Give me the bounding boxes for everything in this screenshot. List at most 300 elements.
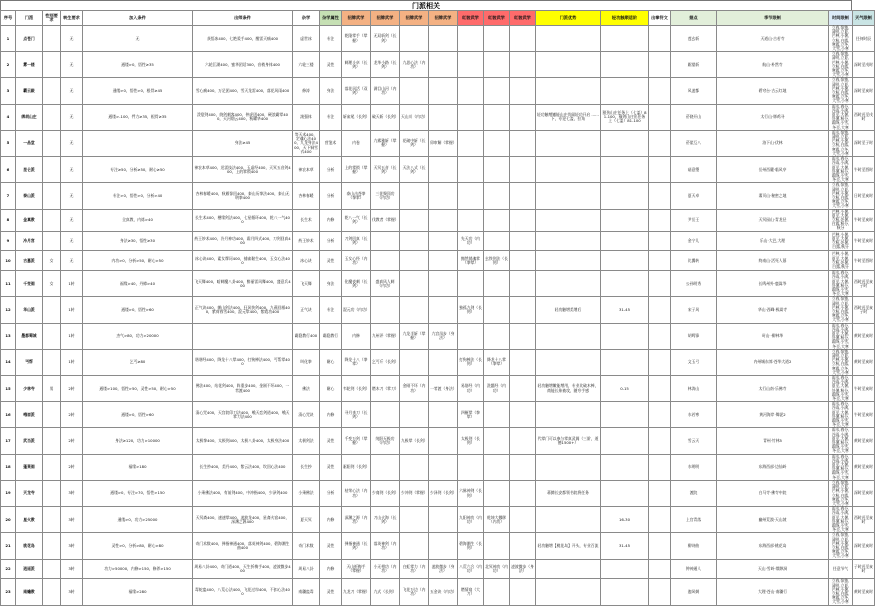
table-cell: 峨眉派	[16, 402, 43, 428]
table-cell: 北冥神功（内功）	[484, 559, 510, 579]
table-cell: 3转	[61, 579, 83, 605]
table-cell: 午时至亥时	[853, 231, 875, 251]
table-cell	[429, 183, 458, 209]
table-cell	[536, 209, 601, 231]
table-cell: 身法	[320, 78, 342, 104]
table-cell	[510, 480, 536, 506]
table-cell: 修涛	[293, 78, 320, 104]
table-cell: 金刚不坏（内功）	[400, 376, 429, 402]
table-cell: 轻功触增嫩能增用，专业比破木棒，商能长象被攻，随夸手感	[536, 376, 601, 402]
table-cell: 武当派	[16, 428, 43, 454]
table-cell: 立春,惊蛰,清明,立夏,芒种,小暑,立秋,白露,寒露,立冬,大雪,小寒	[829, 480, 853, 506]
table-cell	[601, 428, 649, 454]
table-cell	[536, 349, 601, 375]
table-cell: 1	[1, 26, 16, 52]
table-cell: 午时至酉时	[853, 251, 875, 271]
table-cell	[43, 454, 61, 480]
table-cell: 灵性	[320, 533, 342, 559]
table-cell	[43, 402, 61, 428]
table-row	[1, 157, 875, 183]
table-cell: 1转	[61, 323, 83, 349]
table-cell: 六轮三楼	[293, 52, 320, 78]
table-cell	[510, 349, 536, 375]
table-cell: 16-30	[601, 507, 649, 533]
table-cell: 九宫凤步（身法）	[429, 323, 458, 349]
table-cell: 飞天舞400，暗刺魔八卦400，醉丽雷风舞400，盛意兵400	[193, 271, 293, 297]
table-cell: 无	[61, 130, 83, 156]
table-cell: 蒋腾长安都领书院将任务	[536, 480, 601, 506]
table-cell: 长生术400，栖缘剑法400，七星循环400，乾八一气400	[193, 209, 293, 231]
table-cell: 通缕>100，悟性>50，灵性>50，耐心>50	[83, 376, 193, 402]
table-cell: 无	[61, 157, 83, 183]
table-cell: 林涛山	[671, 376, 717, 402]
table-cell: 无	[61, 231, 83, 251]
table-cell: 四断掌（拳掌）	[458, 402, 484, 428]
table-cell: 太极剑（长剑）	[458, 428, 484, 454]
table-cell: 渡院	[671, 480, 717, 506]
sect-table	[0, 10, 875, 606]
table-cell: 内州城东郊·苍华大道2	[717, 349, 829, 375]
table-cell: 2	[1, 52, 16, 78]
column-header: 招牌武学	[400, 11, 429, 26]
column-header: 招牌武学	[429, 11, 458, 26]
table-cell: 神农本草400，迅雷技法400，玉虚经400，天冥五音剑400，上的掌锁400	[193, 157, 293, 183]
sheet-title: 门派相关	[0, 0, 852, 10]
table-cell: 毒蛇蛊400，八荒心法400，飞花过帘400，不扣心法400	[193, 579, 293, 605]
table-cell: 化魔夜刺（长剑）	[342, 271, 371, 297]
table-cell: 雪云天	[671, 428, 717, 454]
table-cell: 专注>0，悟性>0，分析>40	[83, 183, 193, 209]
table-row	[1, 428, 875, 454]
table-cell: 奇门术数	[293, 533, 320, 559]
table-row	[1, 52, 875, 78]
table-row	[1, 376, 875, 402]
table-cell: 内修	[320, 559, 342, 579]
table-cell: 9	[1, 231, 16, 251]
table-cell	[649, 559, 671, 579]
table-cell: 内修	[320, 402, 342, 428]
table-cell	[536, 251, 601, 271]
column-header: 转生要求	[61, 11, 83, 26]
table-cell: 灵性	[320, 579, 342, 605]
table-cell: 宋子风	[671, 297, 717, 323]
table-row	[1, 579, 875, 605]
table-cell: 周易八卦400，奇门道400，天生折梅手400，凌波微步400	[193, 559, 293, 579]
table-cell: 乞丐斤（长剑）	[371, 349, 400, 375]
table-row	[1, 183, 875, 209]
table-cell	[400, 507, 429, 533]
table-cell	[429, 428, 458, 454]
table-cell	[601, 183, 649, 209]
table-cell	[458, 130, 484, 156]
table-cell: 分析	[320, 183, 342, 209]
table-cell: 航山·朴然寺	[717, 52, 829, 78]
table-cell: 通缕>0，专注>70，悟性>150	[83, 480, 193, 506]
table-cell	[400, 533, 429, 559]
table-cell	[458, 454, 484, 480]
table-cell: 飞花万边（内功）	[400, 579, 429, 605]
table-cell: 雨水,春分,谷雨,小满,夏至,大暑,处暑,秋分,霜降,小雪,冬至,大寒	[829, 104, 853, 130]
table-cell	[400, 231, 429, 251]
table-cell: 日时至亥时	[853, 183, 875, 209]
table-cell: 等天术400，定魂心法400，九龙身法400，天下铜雪衣400	[293, 130, 320, 156]
table-cell	[371, 402, 400, 428]
table-cell	[371, 297, 400, 323]
table-cell	[510, 209, 536, 231]
table-cell	[484, 231, 510, 251]
table-cell: 佛法	[293, 376, 320, 402]
table-cell: 太极拳400，太极剑400，太极八卦400，太极身法400	[193, 428, 293, 454]
table-cell: 奇门术数400，弹指神通400，落英神剑400，碧海潮生曲400	[193, 533, 293, 559]
table-cell	[484, 271, 510, 297]
table-cell	[484, 480, 510, 506]
table-cell	[400, 251, 429, 271]
table-cell	[43, 130, 61, 156]
table-cell: 通缕>0，悟性>60	[83, 402, 193, 428]
table-cell: 专注	[320, 297, 342, 323]
table-cell: 九龙半斩（掌握）	[400, 323, 429, 349]
table-cell: 内修	[320, 507, 342, 533]
table-cell: 伐教者（掌握）	[371, 209, 400, 231]
table-cell: 夏天冥	[293, 507, 320, 533]
table-cell: 23	[1, 579, 16, 605]
table-cell	[510, 104, 536, 130]
table-cell: 3转	[61, 507, 83, 533]
table-cell: 2转	[61, 402, 83, 428]
table-cell: 天冥五音（长剑）	[371, 157, 400, 183]
table-cell: 落英神剑（内功）	[371, 533, 400, 559]
table-cell: 无	[83, 26, 193, 52]
table-cell: 太极剑法	[293, 428, 320, 454]
table-cell: 长生抄400，美丹400，紫云法400，坎回心法400	[193, 454, 293, 480]
table-cell: 菸崖互八	[671, 130, 717, 156]
table-cell: 尹岳王	[671, 209, 717, 231]
table-cell	[484, 78, 510, 104]
table-row	[1, 323, 875, 349]
table-cell: 驱阳剑（长剑）	[342, 454, 371, 480]
table-cell	[429, 297, 458, 323]
column-header: 出师条件	[193, 11, 293, 26]
table-cell	[484, 402, 510, 428]
table-cell	[649, 349, 671, 375]
table-cell	[43, 231, 61, 251]
table-cell	[601, 579, 649, 605]
table-row	[1, 78, 875, 104]
table-cell: 八荒六合（内功）	[458, 559, 484, 579]
table-cell: 叫化拳	[293, 349, 320, 375]
table-cell	[536, 231, 601, 251]
table-cell: 深时至戌时	[853, 52, 875, 78]
table-cell	[649, 78, 671, 104]
table-row	[1, 130, 875, 156]
table-cell: 午时至亥时	[853, 376, 875, 402]
table-cell: 逍遥派	[16, 559, 43, 579]
table-cell: 3转	[61, 480, 83, 506]
table-cell: 混元功（内功）	[342, 297, 371, 323]
table-cell: 16	[1, 402, 16, 428]
table-cell: 易筋经（内功）	[458, 376, 484, 402]
table-cell: 身法≥120，功力>10000	[83, 428, 193, 454]
table-cell: 午时至亥时	[853, 402, 875, 428]
table-cell	[510, 376, 536, 402]
table-cell	[43, 480, 61, 506]
table-cell: 滚强体	[293, 104, 320, 130]
table-cell: 花破中斩（长剑）	[400, 130, 429, 156]
table-cell	[458, 78, 484, 104]
table-cell	[536, 26, 601, 52]
table-cell: 黄时至亥时	[853, 579, 875, 605]
table-cell	[536, 507, 601, 533]
table-cell: 女	[43, 251, 61, 271]
table-cell: 身法≥45	[193, 130, 293, 156]
table-cell: 公孙明秀	[671, 271, 717, 297]
table-cell: 任何时辰	[853, 26, 875, 52]
table-cell	[536, 78, 601, 104]
table-cell	[43, 507, 61, 533]
table-cell: 打狗棒法（长剑）	[458, 349, 484, 375]
table-cell: 燃情扇（大刀）	[458, 579, 484, 605]
table-cell: 1转	[61, 349, 83, 375]
table-cell	[429, 209, 458, 231]
table-cell: 冰心诀400，素女摩诃400，捕雀黏生400，玉女心法400	[193, 251, 293, 271]
table-cell: 杰气>80，功力>20000	[83, 323, 193, 349]
table-cell: 31-45	[601, 297, 649, 323]
table-cell	[484, 454, 510, 480]
table-cell	[510, 78, 536, 104]
table-cell	[458, 26, 484, 52]
table-cell: 迦风刺	[671, 579, 717, 605]
table-cell	[484, 130, 510, 156]
table-cell: 纯阳无极功（内功）	[371, 428, 400, 454]
table-cell: 斩雀尾（长剑）	[342, 104, 371, 130]
table-cell: 黄时至亥时	[853, 454, 875, 480]
table-cell: 天山折梅手（掌握）	[342, 559, 371, 579]
table-cell	[429, 78, 458, 104]
table-cell: 玄铁剑法（长剑）	[484, 251, 510, 271]
table-cell	[400, 297, 429, 323]
table-cell: 子时迟至亥时	[853, 559, 875, 579]
table-cell: 分析	[320, 231, 342, 251]
table-cell: 雨水,春分,谷雨,小满,夏至,大暑,处暑,秋分,霜降,小雪,冬至,大寒	[829, 157, 853, 183]
table-cell	[43, 78, 61, 104]
table-cell: 耐心	[320, 349, 342, 375]
table-cell: 4	[1, 104, 16, 130]
table-row	[1, 231, 875, 251]
table-cell	[601, 323, 649, 349]
table-cell: 太行山·绑鸡寻	[717, 104, 829, 130]
column-header: 季节限制	[717, 11, 829, 26]
table-cell	[193, 323, 293, 349]
table-cell: 大理·苍山·南疆行	[717, 579, 829, 605]
table-cell: 立春,惊蛰,清明,立夏,芒种,小暑,立秋,白露,寒露,立冬,大雪,小寒	[829, 579, 853, 605]
table-cell	[536, 454, 601, 480]
table-cell: 少林寺	[16, 376, 43, 402]
table-cell	[400, 183, 429, 209]
table-cell: 黄时至亥时	[853, 323, 875, 349]
table-cell	[400, 454, 429, 480]
table-cell: 弹指神通（长剑）	[342, 533, 371, 559]
table-cell: 代掌门可以参与掌真武阁（三阶，道德1500+）	[536, 428, 601, 454]
table-cell	[43, 104, 61, 130]
table-cell	[510, 231, 536, 251]
table-cell: 雨水,春分,谷雨,小满,夏至,大暑,处暑,秋分,霜降,小雪,冬至,大寒	[829, 376, 853, 402]
table-cell	[649, 209, 671, 231]
table-cell: 专注≥50，分析≥50，耐心≥50	[83, 157, 193, 183]
table-cell	[649, 579, 671, 605]
table-cell: 降龙十八（拳掌）	[342, 349, 371, 375]
table-cell	[649, 231, 671, 251]
table-cell: 雪心痛400，万足团400，雪天龙雷400，落花风雨400	[193, 78, 293, 104]
column-header: 红装武学	[458, 11, 484, 26]
table-cell: 泼裂剑400，绕剑刺客400，仲虎团400，硬浪霸掌400，天河烟云400，秋曜华400	[193, 104, 293, 130]
table-cell: 长生术	[293, 209, 320, 231]
table-cell	[429, 349, 458, 375]
table-cell	[649, 271, 671, 297]
table-cell: 周易八卦	[293, 559, 320, 579]
table-cell: 五金诀（内功）	[429, 579, 458, 605]
table-cell: 金真教	[16, 209, 43, 231]
column-header: 招牌武学	[371, 11, 400, 26]
table-cell: 一品堂	[16, 130, 43, 156]
table-cell: 3转	[61, 533, 83, 559]
table-cell: 立春,惊蛰,清明,立夏,芒种,小暑,立秋,白露,寒露,立冬,大雪,小寒	[829, 297, 853, 323]
table-cell: 绑胡山庄	[16, 104, 43, 130]
table-cell: 天法八式（长剑）	[400, 157, 429, 183]
table-row	[1, 297, 875, 323]
table-cell: 通缕>0，功力>25000	[83, 507, 193, 533]
table-cell: 上官青落	[671, 507, 717, 533]
table-cell: 墨都蜀城	[16, 323, 43, 349]
table-cell: 灵性	[320, 454, 342, 480]
column-header: 门派	[16, 11, 43, 26]
table-cell: 莲玄斩	[671, 26, 717, 52]
table-cell: 白虹掌力（内功）	[400, 559, 429, 579]
table-cell	[484, 157, 510, 183]
table-cell: 丐帮	[16, 349, 43, 375]
table-cell: 少冲剑（掌握）	[400, 480, 429, 506]
table-cell: 芒种,小暑,夏至,大暑,立秋,处暑,白露,秋分,秋分	[829, 209, 853, 231]
table-cell: 天龙寺	[16, 480, 43, 506]
table-cell	[536, 271, 601, 297]
table-cell	[510, 579, 536, 605]
table-cell: 谐谐经400，降龙十八掌400，打狗棒法400，丐帮掌400	[193, 349, 293, 375]
table-cell: 灵性>0，分析>80，耐心>80	[83, 533, 193, 559]
table-cell: 乾八一气（长剑）	[342, 209, 371, 231]
table-cell	[43, 183, 61, 209]
table-cell: 黯然销魂掌（拳掌）	[458, 251, 484, 271]
table-cell: 西时迟至亥时	[853, 507, 875, 533]
table-cell	[458, 52, 484, 78]
table-row	[1, 251, 875, 271]
table-cell	[649, 507, 671, 533]
table-cell	[510, 297, 536, 323]
table-cell: 虚世冰	[293, 26, 320, 52]
table-cell: 灵性	[320, 428, 342, 454]
table-cell: 2转	[61, 454, 83, 480]
table-cell: 钟神通人	[671, 559, 717, 579]
table-cell	[371, 231, 400, 251]
table-cell: 通缕>0，悟性≥35	[83, 52, 193, 78]
table-cell: 内卷	[342, 130, 371, 156]
table-cell: 立春,惊蛰,清明,立夏,芒种,小暑,立秋,白露,寒露,立冬,大雪,小寒	[829, 533, 853, 559]
table-cell: 天山·雪岭·缥缈洞	[717, 559, 829, 579]
table-cell: 内修	[320, 209, 342, 231]
table-cell: 风凌都	[671, 78, 717, 104]
table-cell	[601, 78, 649, 104]
table-cell	[510, 26, 536, 52]
table-cell: 午时至酉时	[853, 157, 875, 183]
table-cell: 乐山·大巴,大理	[717, 231, 829, 251]
table-cell: 西时迟至戌时	[853, 104, 875, 130]
table-cell	[649, 402, 671, 428]
table-cell: 任意节气	[829, 559, 853, 579]
table-cell	[510, 507, 536, 533]
table-cell: 立春,惊蛰,清明,立夏,芒种,小暑,立秋,白露,寒露,立冬,大雪,小寒	[829, 183, 853, 209]
table-cell: 分析	[320, 157, 342, 183]
table-cell: 无	[61, 26, 83, 52]
column-header: 出拳符文	[649, 11, 671, 26]
table-cell: 踞望斩	[671, 52, 717, 78]
table-cell: 菸绕开山	[671, 104, 717, 130]
table-cell	[458, 209, 484, 231]
table-cell: 20	[1, 507, 16, 533]
table-cell	[601, 231, 649, 251]
table-cell: 3	[1, 78, 16, 104]
table-row	[1, 402, 875, 428]
table-cell: 功力>50000，内修>150，修养>150	[83, 559, 193, 579]
table-cell: 少泽剑（长剑）	[429, 480, 458, 506]
table-cell	[429, 533, 458, 559]
table-cell: 雨水,惊蛰,清明,立夏,芒种,小暑,立秋,白露,寒露,立冬,大雪,小寒	[829, 130, 853, 156]
table-cell: 通缕>-100，臂力≥35，根骨≥35	[83, 104, 193, 130]
table-cell: 西时迟至亥子时	[853, 297, 875, 323]
table-cell: 立春,惊蛰,清明,立夏,芒种,小暑,立秋,白露,寒露,立冬,大雪,小寒	[829, 26, 853, 52]
table-cell: 深渊之源（内功）	[342, 507, 371, 533]
table-cell	[400, 349, 429, 375]
table-cell: 燃木刀（掌刀）	[371, 376, 400, 402]
table-cell	[649, 376, 671, 402]
table-cell	[649, 26, 671, 52]
table-row	[1, 209, 875, 231]
table-cell	[536, 52, 601, 78]
table-cell	[429, 157, 458, 183]
table-cell: 冰心诀	[293, 251, 320, 271]
table-cell: 文玉弓	[671, 349, 717, 375]
table-cell: 通缕>0，悟性>0，根骨≥45	[83, 78, 193, 104]
table-cell: 夏天卓	[671, 183, 717, 209]
table-cell	[43, 428, 61, 454]
table-cell: 18	[1, 454, 16, 480]
table-cell: 清心咒400，天宫院印刀法400，峨天恋剑道400，峨天掌刀法400	[193, 402, 293, 428]
table-cell	[649, 251, 671, 271]
table-cell: 独孤九剑（长剑）	[458, 297, 484, 323]
table-cell	[43, 533, 61, 559]
column-header: 序号	[1, 11, 16, 26]
table-cell	[484, 209, 510, 231]
table-cell: 千变万剑（掌握）	[342, 428, 371, 454]
table-cell: 雨水,春分,谷雨,小满,夏至,大暑,处暑,秋分,霜降,小雪,冬至,大寒	[829, 507, 853, 533]
table-cell	[484, 297, 510, 323]
table-cell: 小无相功（内功）	[371, 559, 400, 579]
table-cell: 2转	[61, 376, 83, 402]
table-cell: 刀山火海（长剑）	[371, 507, 400, 533]
table-cell	[536, 183, 601, 209]
table-cell: 金宁儿	[671, 231, 717, 251]
table-cell: 内功>0，分析>50，耐心>50	[83, 251, 193, 271]
table-cell: 翡页山·秘密之地	[717, 183, 829, 209]
table-cell	[649, 533, 671, 559]
table-cell: 昆仑派	[16, 157, 43, 183]
